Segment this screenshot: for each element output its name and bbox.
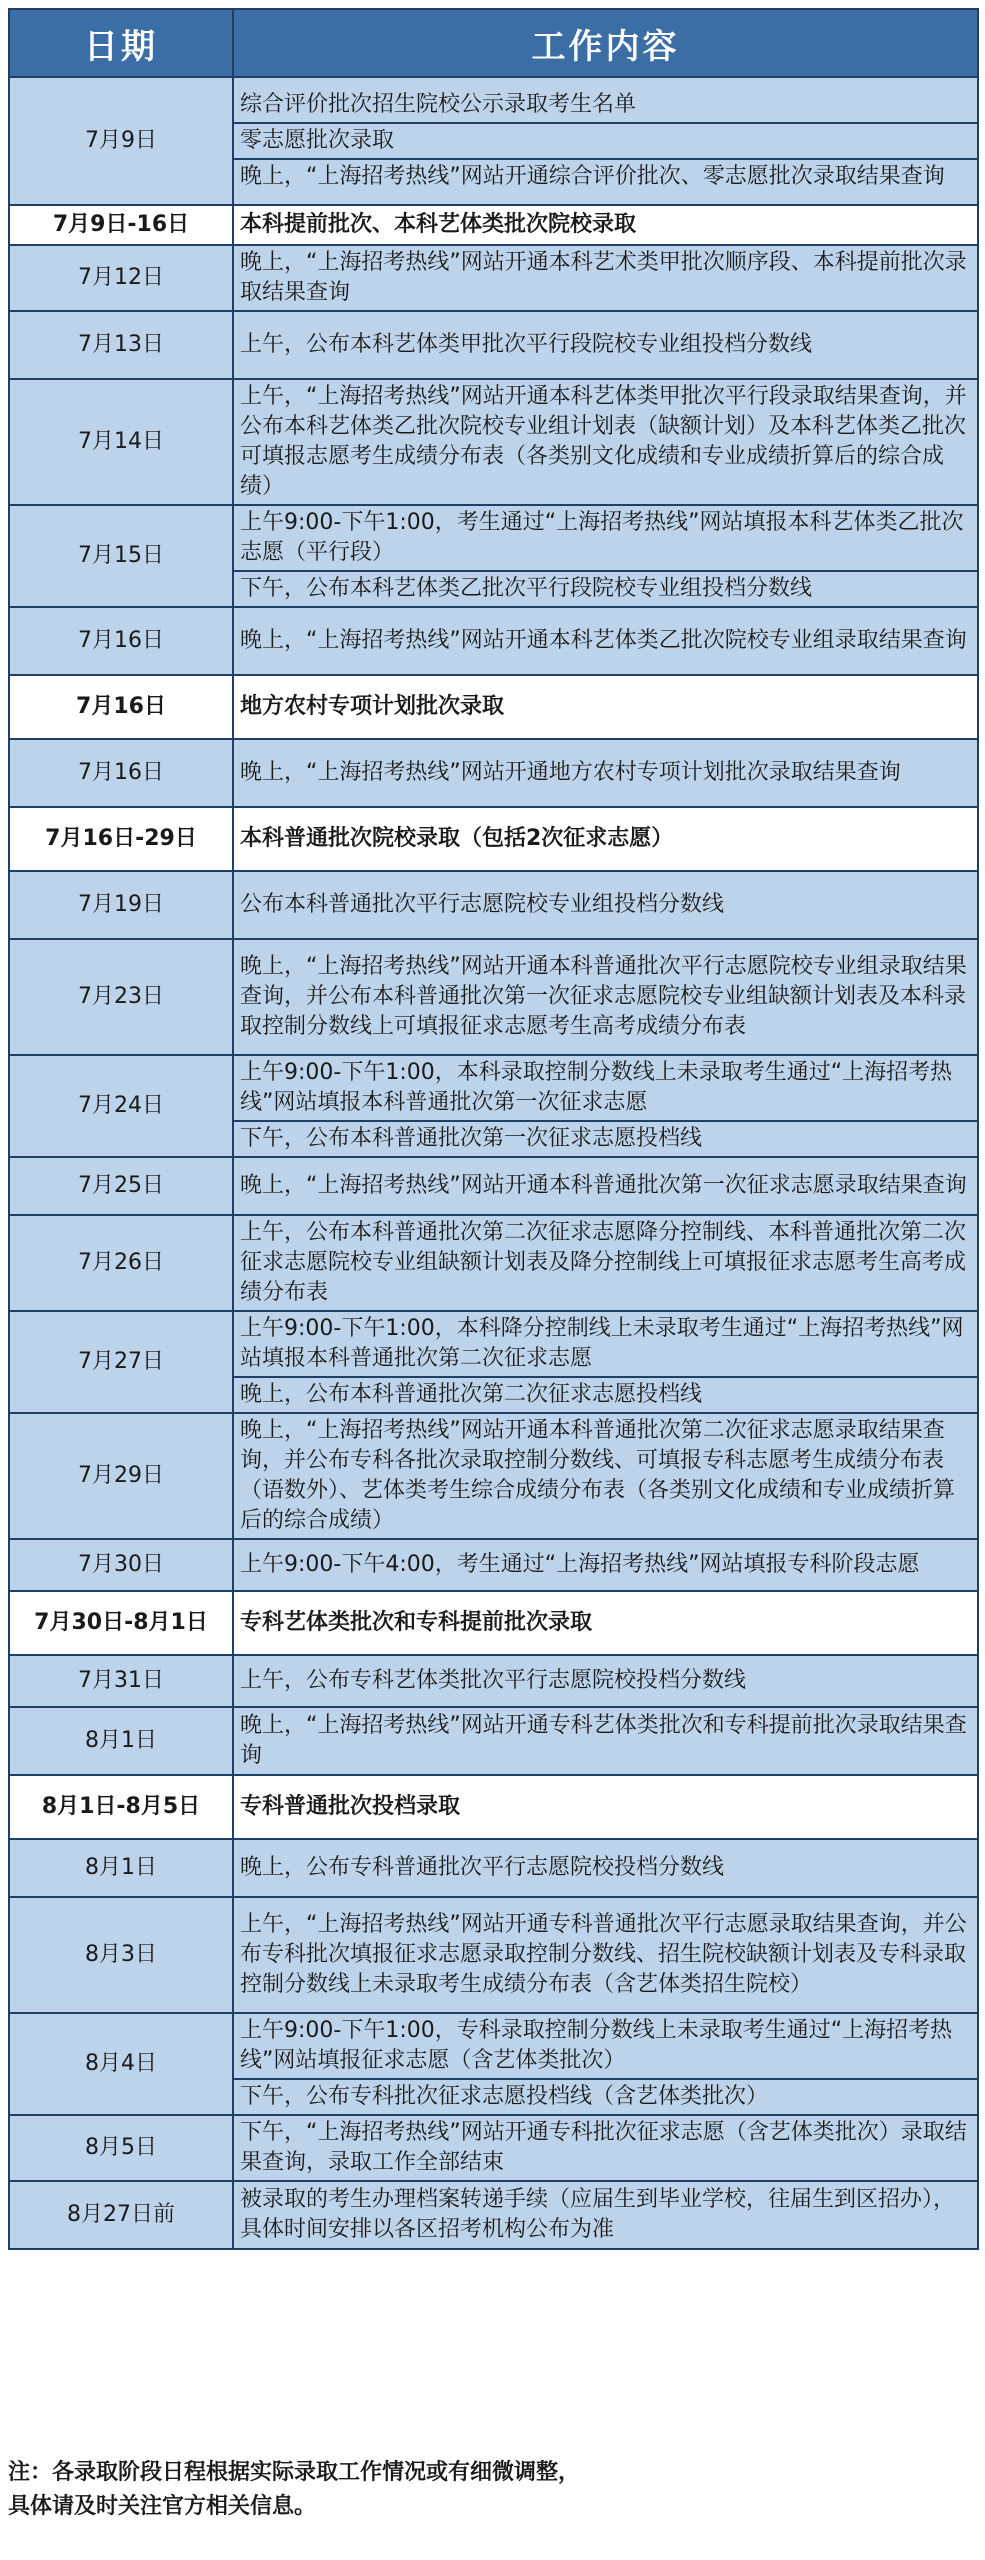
table-row xyxy=(9,379,978,505)
schedule-table-wrapper xyxy=(8,8,977,2250)
date-cell: 7月15日 xyxy=(9,505,233,607)
date-cell: 7月27日 xyxy=(9,1311,233,1413)
content-cell: 上午，“上海招考热线”网站开通本科艺体类甲批次平行段录取结果查询，并公布本科艺体类乙批次院校专业组计划表（缺额计划）及本科艺体类乙批次可填报志愿考生成绩分布表（各类别文化成绩和专业成绩折算后的综合成绩） xyxy=(233,379,978,505)
table-row xyxy=(9,1311,978,1413)
table-row xyxy=(9,505,978,607)
table-row xyxy=(9,1839,978,1897)
content-item: 下午，公布本科艺体类乙批次平行段院校专业组投档分数线 xyxy=(234,570,977,606)
admission-schedule-table xyxy=(8,8,979,2250)
date-cell: 7月16日-29日 xyxy=(9,807,233,871)
content-cell: 下午，“上海招考热线”网站开通专科批次征求志愿（含艺体类批次）录取结果查询，录取工作全部结束 xyxy=(233,2115,978,2181)
date-cell: 7月16日 xyxy=(9,675,233,739)
phase-row xyxy=(9,1591,978,1655)
phase-row xyxy=(9,807,978,871)
table-body xyxy=(9,77,978,2249)
date-cell: 7月29日 xyxy=(9,1413,233,1539)
date-cell: 8月1日 xyxy=(9,1707,233,1775)
content-item: 晚上，“上海招考热线”网站开通综合评价批次、零志愿批次录取结果查询 xyxy=(234,158,977,194)
date-cell: 7月9日-16日 xyxy=(9,205,233,245)
footnote xyxy=(8,2456,977,2524)
table-row xyxy=(9,2013,978,2115)
date-cell: 7月24日 xyxy=(9,1055,233,1157)
date-cell: 8月1日-8月5日 xyxy=(9,1775,233,1839)
content-cell: 上午9:00-下午4:00，考生通过“上海招考热线”网站填报专科阶段志愿 xyxy=(233,1539,978,1591)
table-header-row xyxy=(9,9,978,77)
content-cell: 晚上，“上海招考热线”网站开通本科艺术类甲批次顺序段、本科提前批次录取结果查询 xyxy=(233,245,978,311)
phase-row xyxy=(9,1775,978,1839)
content-cell: 专科艺体类批次和专科提前批次录取 xyxy=(233,1591,978,1655)
content-item: 下午，公布专科批次征求志愿投档线（含艺体类批次） xyxy=(234,2078,977,2114)
content-cell: 晚上，公布专科普通批次平行志愿院校投档分数线 xyxy=(233,1839,978,1897)
content-cell: 晚上，“上海招考热线”网站开通本科艺体类乙批次院校专业组录取结果查询 xyxy=(233,607,978,675)
content-cell xyxy=(233,2013,978,2115)
table-row xyxy=(9,739,978,807)
content-cell: 晚上，“上海招考热线”网站开通地方农村专项计划批次录取结果查询 xyxy=(233,739,978,807)
content-column-header: 工作内容 xyxy=(233,9,978,77)
date-cell: 7月14日 xyxy=(9,379,233,505)
date-cell: 7月30日 xyxy=(9,1539,233,1591)
content-cell xyxy=(233,1311,978,1413)
content-item: 上午9:00-下午1:00，本科降分控制线上未录取考生通过“上海招考热线”网站填报本科普通批次第二次征求志愿 xyxy=(240,1316,964,1371)
date-cell: 8月4日 xyxy=(9,2013,233,2115)
content-item: 晚上，公布本科普通批次第二次征求志愿投档线 xyxy=(234,1376,977,1412)
table-row xyxy=(9,939,978,1055)
table-row xyxy=(9,1215,978,1311)
content-item: 综合评价批次招生院校公示录取考生名单 xyxy=(240,92,637,117)
table-row xyxy=(9,1897,978,2013)
table-row xyxy=(9,1413,978,1539)
phase-row xyxy=(9,675,978,739)
date-cell: 8月1日 xyxy=(9,1839,233,1897)
content-cell: 公布本科普通批次平行志愿院校专业组投档分数线 xyxy=(233,871,978,939)
table-row xyxy=(9,311,978,379)
date-cell: 8月3日 xyxy=(9,1897,233,2013)
content-cell: 晚上，“上海招考热线”网站开通本科普通批次第一次征求志愿录取结果查询 xyxy=(233,1157,978,1215)
date-cell: 7月31日 xyxy=(9,1655,233,1707)
content-item: 上午9:00-下午1:00，考生通过“上海招考热线”网站填报本科艺体类乙批次志愿（平行段） xyxy=(240,510,964,565)
date-cell: 7月9日 xyxy=(9,77,233,205)
footnote-line-1: 注：各录取阶段日程根据实际录取工作情况或有细微调整， xyxy=(8,2460,581,2485)
content-item: 上午9:00-下午1:00，专科录取控制分数线上未录取考生通过“上海招考热线”网站填报征求志愿（含艺体类批次） xyxy=(240,2018,953,2073)
date-cell: 8月27日前 xyxy=(9,2181,233,2249)
content-item: 上午9:00-下午1:00，本科录取控制分数线上未录取考生通过“上海招考热线”网站填报本科普通批次第一次征求志愿 xyxy=(240,1060,953,1115)
content-cell: 晚上，“上海招考热线”网站开通本科普通批次平行志愿院校专业组录取结果查询，并公布本科普通批次第一次征求志愿院校专业组缺额计划表及本科录取控制分数线上可填报征求志愿考生高考成绩分布表 xyxy=(233,939,978,1055)
content-cell: 专科普通批次投档录取 xyxy=(233,1775,978,1839)
table-row xyxy=(9,77,978,205)
date-cell: 7月25日 xyxy=(9,1157,233,1215)
date-cell: 7月13日 xyxy=(9,311,233,379)
content-cell: 上午，公布本科普通批次第二次征求志愿降分控制线、本科普通批次第二次征求志愿院校专业组缺额计划表及降分控制线上可填报征求志愿考生高考成绩分布表 xyxy=(233,1215,978,1311)
date-cell: 7月16日 xyxy=(9,607,233,675)
content-cell xyxy=(233,1055,978,1157)
content-cell: 晚上，“上海招考热线”网站开通专科艺体类批次和专科提前批次录取结果查询 xyxy=(233,1707,978,1775)
content-cell: 上午，公布专科艺体类批次平行志愿院校投档分数线 xyxy=(233,1655,978,1707)
table-row xyxy=(9,1655,978,1707)
content-item: 零志愿批次录取 xyxy=(234,122,977,158)
date-cell: 7月19日 xyxy=(9,871,233,939)
table-row xyxy=(9,1539,978,1591)
content-cell: 上午，公布本科艺体类甲批次平行段院校专业组投档分数线 xyxy=(233,311,978,379)
date-cell: 7月26日 xyxy=(9,1215,233,1311)
content-cell xyxy=(233,505,978,607)
date-cell: 7月30日-8月1日 xyxy=(9,1591,233,1655)
table-row xyxy=(9,1707,978,1775)
phase-row xyxy=(9,205,978,245)
table-row xyxy=(9,2115,978,2181)
date-cell: 8月5日 xyxy=(9,2115,233,2181)
content-item: 下午，公布本科普通批次第一次征求志愿投档线 xyxy=(234,1120,977,1156)
content-cell: 被录取的考生办理档案转递手续（应届生到毕业学校，往届生到区招办），具体时间安排以各区招考机构公布为准 xyxy=(233,2181,978,2249)
content-cell: 晚上，“上海招考热线”网站开通本科普通批次第二次征求志愿录取结果查询，并公布专科各批次录取控制分数线、可填报专科志愿考生成绩分布表（语数外）、艺体类考生综合成绩分布表（各类别文化成绩和专业成绩折算后的综合成绩） xyxy=(233,1413,978,1539)
content-cell: 本科普通批次院校录取（包括2次征求志愿） xyxy=(233,807,978,871)
content-cell: 上午，“上海招考热线”网站开通专科普通批次平行志愿录取结果查询，并公布专科批次填报征求志愿录取控制分数线、招生院校缺额计划表及专科录取控制分数线上未录取考生成绩分布表（含艺体类招生院校） xyxy=(233,1897,978,2013)
table-row xyxy=(9,245,978,311)
date-cell: 7月12日 xyxy=(9,245,233,311)
table-row xyxy=(9,1157,978,1215)
content-cell xyxy=(233,77,978,205)
date-column-header: 日期 xyxy=(9,9,233,77)
content-cell: 地方农村专项计划批次录取 xyxy=(233,675,978,739)
table-row xyxy=(9,607,978,675)
table-row xyxy=(9,871,978,939)
date-cell: 7月16日 xyxy=(9,739,233,807)
table-row xyxy=(9,1055,978,1157)
content-cell: 本科提前批次、本科艺体类批次院校录取 xyxy=(233,205,978,245)
footnote-line-2: 具体请及时关注官方相关信息。 xyxy=(8,2494,317,2519)
date-cell: 7月23日 xyxy=(9,939,233,1055)
table-row xyxy=(9,2181,978,2249)
